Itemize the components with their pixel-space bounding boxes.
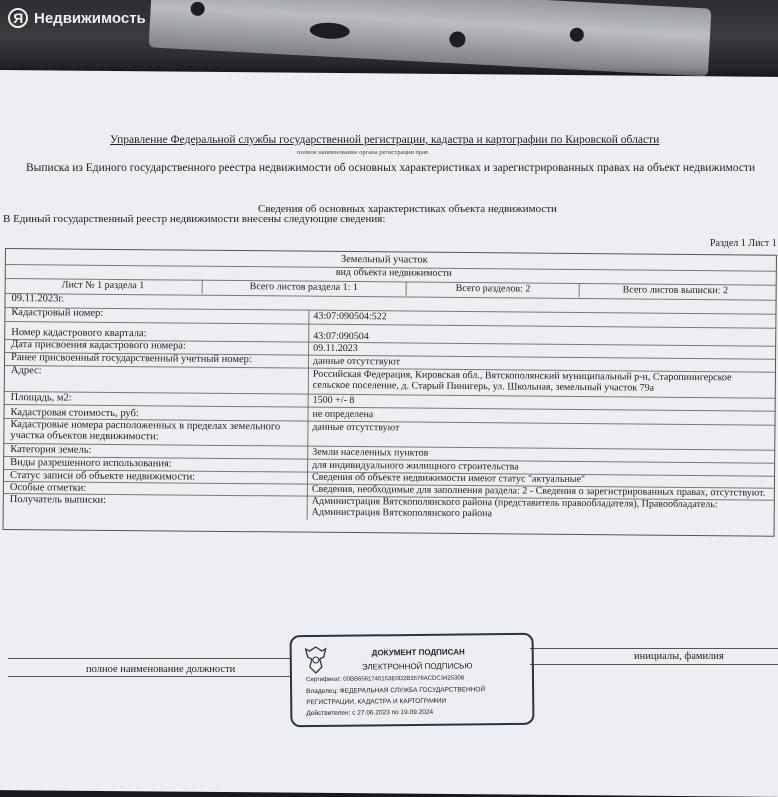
- signature-line: [8, 658, 290, 659]
- sheet-info-item: Всего листов выписки: 2: [622, 284, 729, 297]
- field-label: Дата присвоения кадастрового номера:: [11, 339, 186, 352]
- field-value: данные отсутствуют: [312, 421, 400, 434]
- document-title: Выписка из Единого государственного реестра недвижимости об основных характеристиках и зарегистрированных правах на объект недвижимости: [26, 162, 756, 174]
- signature-line: [530, 648, 778, 649]
- properties-table: [3, 248, 777, 537]
- field-value: Сведения, необходимые для заполнения раздела: 2 - Сведения о зарегистрированных правах, отсутствуют.: [311, 483, 766, 499]
- field-value: для индивидуального жилищного строительства: [312, 459, 519, 473]
- field-value: 09.11.2023: [313, 342, 358, 355]
- stamp-line2: ЭЛЕКТРОННОЙ ПОДПИСЬЮ: [361, 661, 473, 672]
- section-title: Сведения об основных характеристиках объекта недвижимости: [258, 203, 557, 215]
- sheet-info-item: Всего разделов: 2: [455, 282, 531, 295]
- stamp-validity: Действителен: с 27.06.2023 по 19.09.2024: [306, 708, 434, 718]
- cadastral-value: 43:07:090504:522: [313, 310, 387, 323]
- field-label: Получатель выписки:: [9, 494, 107, 506]
- field-value: Российская Федерация, Кировская обл., Вятскополянский муниципальный р-н, Старопинигерское сельское поселение, д. Старый Пинигерь, ул. Школьная, земельный участок 79а: [312, 368, 732, 394]
- field-label: Площадь, м2:: [10, 392, 72, 404]
- field-value: Администрация Вятскополянского района (представитель правообладателя), Правообладатель: Администрация Вятскополянского района: [311, 495, 718, 520]
- object-type: Земельный участок: [340, 253, 428, 266]
- field-label: Номер кадастрового квартала:: [11, 327, 147, 340]
- field-value: 1500 +/- 8: [312, 394, 355, 407]
- field-label: Ранее присвоенный государственный учетный номер:: [10, 352, 252, 366]
- intro-text: В Единый государственный реестр недвижимости внесены следующие сведения:: [3, 213, 386, 225]
- sheet-info-item: Всего листов раздела 1: 1: [249, 281, 358, 294]
- brand-name: Недвижимость: [34, 9, 146, 27]
- cadastral-label: Кадастровый номер:: [11, 307, 104, 319]
- signature-line: [530, 664, 778, 665]
- name-caption: инициалы, фамилия: [634, 651, 724, 662]
- field-label: Кадастровая стоимость, руб:: [10, 407, 139, 420]
- signature-line: [8, 676, 290, 677]
- object-type-caption: вид объекта недвижимости: [335, 266, 452, 279]
- stamp-owner-2: РЕГИСТРАЦИИ, КАДАСТРА И КАРТОГРАФИИ: [306, 697, 447, 707]
- organization-caption: полное наименование органа регистрации прав: [297, 149, 429, 156]
- field-label: Кадастровые номера расположенных в пределах земельного участка объектов недвижимости:: [10, 419, 281, 443]
- field-value: Земли населенных пунктов: [312, 446, 429, 459]
- cell-separator: [406, 281, 407, 295]
- stamp-owner-1: Владелец: ФЕДЕРАЛЬНАЯ СЛУЖБА ГОСУДАРСТВЕННОЙ: [306, 686, 486, 696]
- field-value: 43:07:090504: [313, 330, 369, 343]
- cell-separator: [579, 283, 580, 297]
- stamp-line1: ДОКУМЕНТ ПОДПИСАН: [371, 647, 465, 658]
- coat-of-arms-icon: [302, 645, 330, 675]
- brand-logo-icon: Я: [8, 8, 28, 28]
- field-label: Статус записи об объекте недвижимости:: [9, 470, 196, 483]
- stamp-certificate: Сертификат: 00BB6561740153E0D2B3576ACDC3425308: [305, 675, 465, 684]
- field-value: Сведения об объекте недвижимости имеют статус "актуальные": [311, 471, 586, 486]
- position-caption: полное наименование должности: [86, 664, 236, 675]
- sheet-info-item: Лист № 1 раздела 1: [61, 279, 145, 292]
- field-label: Виды разрешенного использования:: [10, 457, 172, 470]
- e-signature-stamp: [290, 633, 535, 728]
- field-value: не определена: [312, 408, 374, 421]
- field-value: данные отсутствуют: [312, 355, 401, 368]
- cell-separator: [202, 280, 203, 294]
- divider: [5, 307, 775, 315]
- field-label: Категория земель:: [10, 444, 92, 456]
- field-label: Адрес:: [10, 365, 42, 377]
- field-label: Особые отметки:: [9, 482, 87, 494]
- section-label: Раздел 1 Лист 1: [710, 238, 777, 249]
- organization-name: Управление Федеральной службы государственной регистрации, кадастра и картографии по Кировской области: [110, 134, 660, 146]
- document-date: 09.11.2023г.: [11, 293, 65, 305]
